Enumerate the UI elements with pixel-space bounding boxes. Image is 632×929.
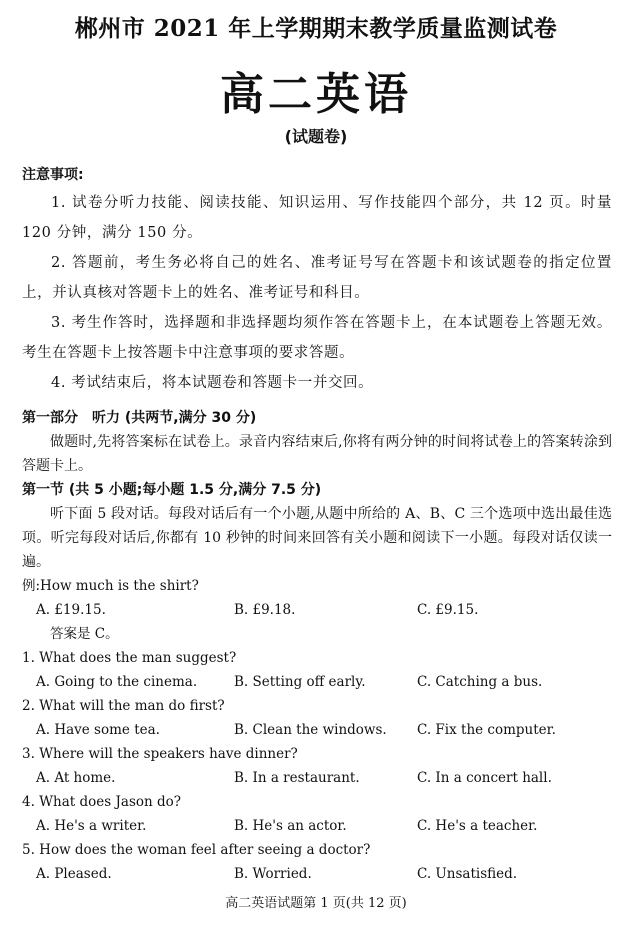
example-question: 例:How much is the shirt? xyxy=(22,578,199,594)
question-list xyxy=(22,574,612,886)
exam-title: 郴州市 2021 年上学期期末教学质量监测试卷 xyxy=(74,15,558,42)
option-c: C. He's a teacher. xyxy=(417,818,538,834)
notice-item: 4. 考试结束后，将本试题卷和答题卡一并交回。 xyxy=(51,375,374,391)
question-options xyxy=(22,814,612,838)
option-a: A. £19.15. xyxy=(36,602,106,618)
part1-heading: 第一部分 听力 (共两节,满分 30 分) xyxy=(22,410,257,426)
page-footer: 高二英语试题第 1 页(共 12 页) xyxy=(225,896,407,911)
part1-instruction: 做题时,先将答案标在试卷上。录音内容结束后,你将有两分钟的时间将试卷上的答案转涂到答题卡上。 xyxy=(22,434,612,474)
option-b: B. Worried. xyxy=(234,866,312,882)
option-c: C. Unsatisfied. xyxy=(417,866,518,882)
notice-item: 1. 试卷分听力技能、阅读技能、知识运用、写作技能四个部分，共 12 页。时量 120 分钟，满分 150 分。 xyxy=(22,195,612,241)
option-a: A. He's a writer. xyxy=(36,818,147,834)
example-answer: 答案是 C。 xyxy=(50,626,119,642)
question: 4. What does Jason do? xyxy=(22,794,181,810)
question: 3. Where will the speakers have dinner? xyxy=(22,746,298,762)
option-a: A. Going to the cinema. xyxy=(36,674,198,690)
option-b: B. Clean the windows. xyxy=(234,722,387,738)
section1-instruction: 听下面 5 段对话。每段对话后有一个小题,从题中所给的 A、B、C 三个选项中选出最佳选项。听完每段对话后,你都有 10 秒钟的时间来回答有关小题和阅读下一小题。每段对话仅读一遍。 xyxy=(22,506,612,570)
option-a: A. Pleased. xyxy=(36,866,112,882)
question: 2. What will the man do first? xyxy=(22,698,225,714)
question-options xyxy=(22,862,612,886)
question: 1. What does the man suggest? xyxy=(22,650,237,666)
option-c: C. £9.15. xyxy=(417,602,479,618)
option-a: A. At home. xyxy=(36,770,116,786)
question-options xyxy=(22,718,612,742)
paper-label: (试题卷) xyxy=(284,127,348,146)
option-b: B. Setting off early. xyxy=(234,674,366,690)
example-options xyxy=(22,598,612,622)
option-b: B. He's an actor. xyxy=(234,818,347,834)
option-b: B. £9.18. xyxy=(234,602,296,618)
option-b: B. In a restaurant. xyxy=(234,770,360,786)
notice-item: 3. 考生作答时，选择题和非选择题均须作答在答题卡上，在本试题卷上答题无效。考生在答题卡上按答题卡中注意事项的要求答题。 xyxy=(22,315,612,361)
notice-heading: 注意事项: xyxy=(22,167,84,183)
option-c: C. Catching a bus. xyxy=(417,674,543,690)
notice-item: 2. 答题前，考生务必将自己的姓名、准考证号写在答题卡和该试题卷的指定位置上，并认真核对答题卡上的姓名、准考证号和科目。 xyxy=(22,255,612,301)
option-c: C. In a concert hall. xyxy=(417,770,552,786)
option-c: C. Fix the computer. xyxy=(417,722,556,738)
question-options xyxy=(22,670,612,694)
question: 5. How does the woman feel after seeing a doctor? xyxy=(22,842,371,858)
question-options xyxy=(22,766,612,790)
option-a: A. Have some tea. xyxy=(36,722,160,738)
part1-section xyxy=(22,406,612,574)
section1-heading: 第一节 (共 5 小题;每小题 1.5 分,满分 7.5 分) xyxy=(22,482,322,498)
subject-title: 高二英语 xyxy=(220,69,412,120)
notice-list xyxy=(22,188,612,398)
